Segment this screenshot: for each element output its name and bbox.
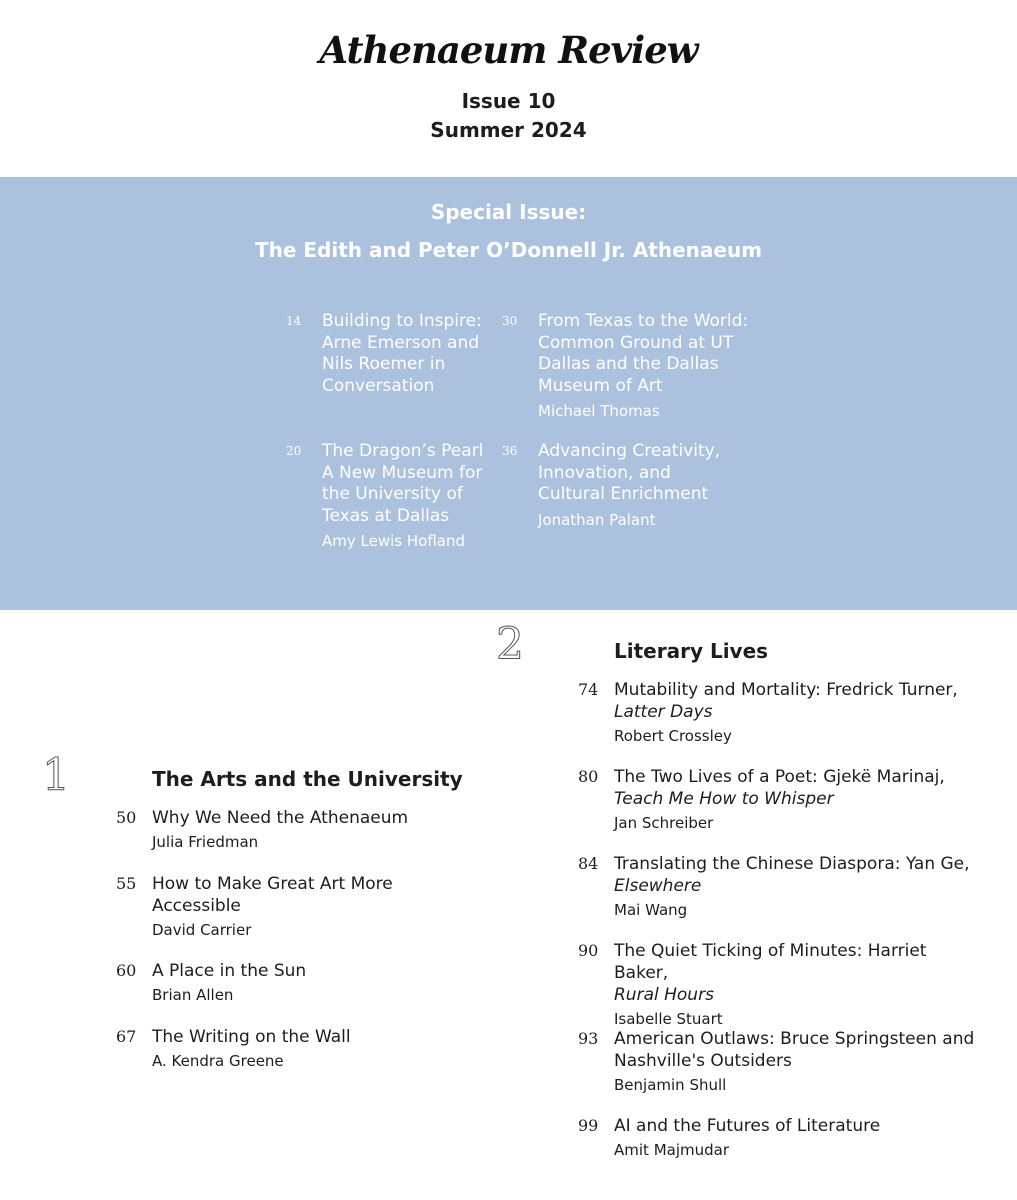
toc-entry[interactable] — [116, 1026, 452, 1070]
entry-author: David Carrier — [152, 921, 252, 939]
special-entry[interactable] — [502, 441, 738, 529]
entry-title: American Outlaws: Bruce Springsteen and Nashville's Outsiders — [614, 1029, 975, 1071]
entry-author: Brian Allen — [152, 986, 234, 1004]
toc-entry[interactable] — [578, 1028, 984, 1094]
special-issue-name: The Edith and Peter O’Donnell Jr. Athenaeum — [254, 238, 763, 262]
issue-season: Summer 2024 — [430, 118, 587, 142]
entry-author: Jonathan Palant — [538, 510, 656, 529]
issue-number: Issue 10 — [461, 89, 556, 113]
section-1-title: The Arts and the University — [152, 767, 463, 791]
special-entry[interactable] — [502, 311, 753, 420]
page-number: 67 — [116, 1027, 137, 1046]
special-issue-panel — [0, 177, 1017, 610]
entry-title: AI and the Futures of Literature — [614, 1116, 881, 1136]
page-number: 60 — [116, 961, 137, 980]
page-number: 50 — [116, 808, 137, 827]
entry-title: The Two Lives of a Poet: Gjekë Marinaj, — [614, 767, 945, 787]
section-1-number: 1 — [42, 750, 70, 801]
page-number: 74 — [578, 680, 599, 699]
entry-subtitle: Elsewhere — [614, 876, 702, 896]
entry-author: Michael Thomas — [538, 402, 660, 420]
entry-author: Amit Majmudar — [614, 1141, 729, 1159]
page-number: 36 — [502, 444, 518, 458]
page-number: 99 — [578, 1116, 599, 1135]
entry-author: Jan Schreiber — [614, 814, 714, 832]
entry-author: A. Kendra Greene — [152, 1052, 284, 1070]
entry-title: Translating the Chinese Diaspora: Yan Ge, — [614, 854, 970, 874]
toc-entry[interactable] — [578, 940, 984, 1028]
journal-title: Athenaeum Review — [319, 28, 698, 72]
entry-title: Advancing Creativity, Innovation, and Cultural Enrichment — [538, 441, 721, 504]
entry-title: The Dragon’s Pearl A New Museum for the University of Texas at Dallas — [322, 441, 484, 526]
page-number: 84 — [578, 854, 599, 873]
entry-author: Amy Lewis Hofland — [322, 532, 465, 550]
toc-entry[interactable] — [578, 766, 984, 832]
page-number: 55 — [116, 874, 137, 893]
special-entry[interactable] — [286, 311, 492, 397]
entry-title: Mutability and Mortality: Fredrick Turner, — [614, 680, 958, 700]
entry-title: The Quiet Ticking of Minutes: Harriet Baker, — [614, 941, 927, 983]
entry-subtitle: Rural Hours — [614, 985, 714, 1005]
special-issue-label: Special Issue: — [430, 200, 587, 224]
entry-author: Robert Crossley — [614, 727, 732, 745]
entry-author: Julia Friedman — [152, 833, 259, 851]
page-number: 80 — [578, 767, 599, 786]
entry-author: Mai Wang — [614, 901, 688, 919]
toc-entry[interactable] — [578, 1115, 984, 1159]
section-2-number: 2 — [496, 619, 524, 670]
entry-subtitle: Latter Days — [614, 702, 713, 722]
masthead — [0, 0, 1017, 177]
entry-author: Benjamin Shull — [614, 1076, 727, 1094]
toc-entry[interactable] — [578, 853, 984, 919]
section-2-title: Literary Lives — [614, 639, 769, 663]
entry-title: A Place in the Sun — [152, 961, 307, 981]
toc-entry[interactable] — [578, 679, 984, 745]
page-number: 20 — [286, 444, 302, 458]
toc-entry[interactable] — [116, 807, 452, 851]
page-number: 14 — [286, 314, 302, 328]
page-number: 93 — [578, 1029, 599, 1048]
entry-title: The Writing on the Wall — [152, 1027, 351, 1047]
entry-author: Isabelle Stuart — [614, 1010, 723, 1028]
toc-entry[interactable] — [116, 873, 422, 939]
entry-subtitle: Teach Me How to Whisper — [614, 789, 834, 809]
entry-title: Building to Inspire: Arne Emerson and Nils Roemer in Conversation — [322, 311, 482, 396]
entry-title: From Texas to the World: Common Ground at UT Dallas and the Dallas Museum of Art — [538, 311, 749, 396]
entry-title: How to Make Great Art More Accessible — [152, 874, 393, 916]
page-number: 90 — [578, 941, 599, 960]
page-number: 30 — [502, 314, 518, 328]
entry-title: Why We Need the Athenaeum — [152, 808, 409, 828]
toc-entry[interactable] — [116, 960, 452, 1004]
special-entry[interactable] — [286, 441, 497, 550]
